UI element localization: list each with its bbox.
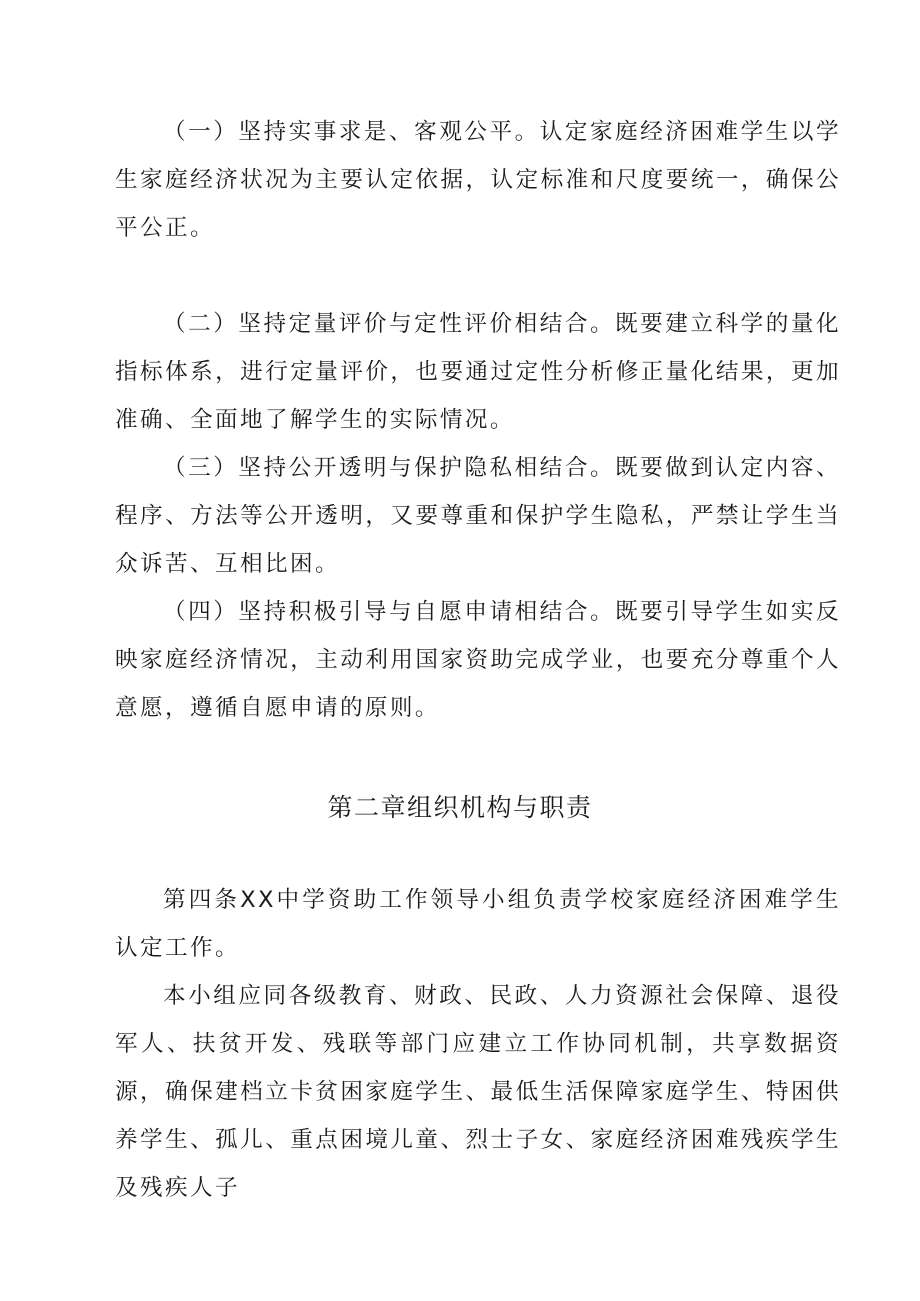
principle-paragraph-2: （二）坚持定量评价与定性评价相结合。既要建立科学的量化指标体系，进行定量评价，也要通过定性分析修正量化结果，更加准确、全面地了解学生的实际情况。 xyxy=(115,311,841,433)
principle-paragraph-4: （四）坚持积极引导与自愿申请相结合。既要引导学生如实反映家庭经济情况，主动利用国家资助完成学业，也要充分尊重个人意愿，遵循自愿申请的原则。 xyxy=(115,599,841,721)
article-4-paragraph: 第四条XX中学资助工作领导小组负责学校家庭经济困难学生认定工作。 xyxy=(115,887,841,961)
principle-paragraph-1: （一）坚持实事求是、客观公平。认定家庭经济困难学生以学生家庭经济状况为主要认定依据，认定标准和尺度要统一，确保公平公正。 xyxy=(115,119,841,241)
principle-paragraph-3: （三）坚持公开透明与保护隐私相结合。既要做到认定内容、程序、方法等公开透明，又要尊重和保护学生隐私，严禁让学生当众诉苦、互相比困。 xyxy=(115,455,841,577)
chapter-title: 第二章组织机构与职责 xyxy=(327,793,593,822)
coordination-paragraph: 本小组应同各级教育、财政、民政、人力资源社会保障、退役军人、扶贫开发、残联等部门应建立工作协同机制，共享数据资源，确保建档立卡贫困家庭学生、最低生活保障家庭学生、特困供养学生、孤儿、重点困境儿童、烈士子女、家庭经济困难残疾学生及残疾人子 xyxy=(115,983,841,1201)
